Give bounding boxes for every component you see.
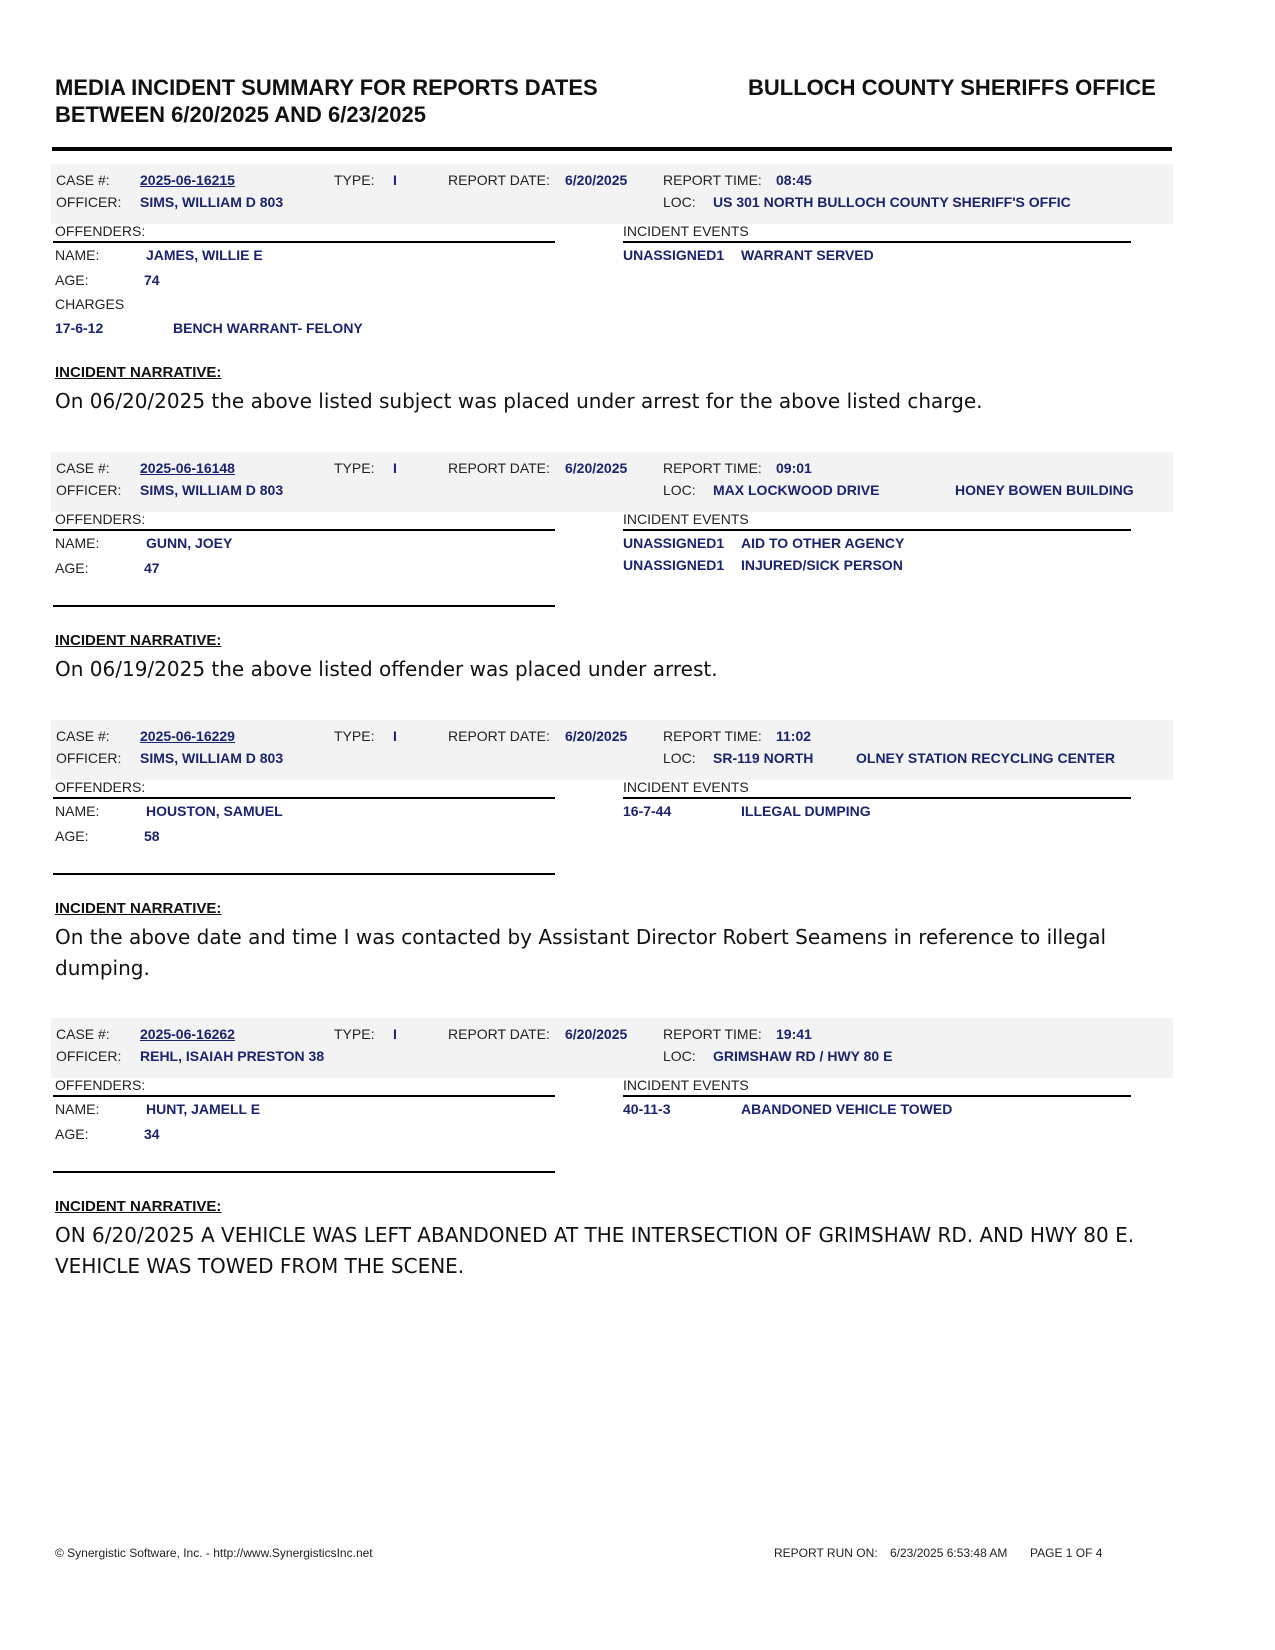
loc-value: SR-119 NORTH: [713, 750, 814, 766]
report-time-label: REPORT TIME:: [663, 1026, 762, 1042]
incident-block: [0, 164, 1275, 434]
narrative-text: On 06/19/2025 the above listed offender was placed under arrest.: [55, 657, 718, 681]
offender-name: HOUSTON, SAMUEL: [146, 803, 283, 819]
event-code: UNASSIGNED1: [623, 557, 725, 573]
loc-label: LOC:: [663, 750, 696, 766]
case-number-link[interactable]: 2025-06-16215: [140, 172, 235, 188]
event-description: AID TO OTHER AGENCY: [741, 535, 905, 551]
events-rule: [623, 529, 1131, 531]
offenders-end-rule: [53, 1171, 555, 1173]
report-date-value: 6/20/2025: [565, 1026, 628, 1042]
officer-label: OFFICER:: [56, 194, 122, 210]
narrative-heading: INCIDENT NARRATIVE:: [55, 632, 222, 649]
loc-label: LOC:: [663, 482, 696, 498]
case-number-link[interactable]: 2025-06-16262: [140, 1026, 235, 1042]
offender-name: GUNN, JOEY: [146, 535, 233, 551]
age-label: AGE:: [55, 272, 89, 288]
name-label: NAME:: [55, 803, 100, 819]
age-label: AGE:: [55, 828, 89, 844]
officer-label: OFFICER:: [56, 750, 122, 766]
officer-value: SIMS, WILLIAM D 803: [140, 750, 284, 766]
incident-events-label: INCIDENT EVENTS: [623, 779, 749, 795]
age-label: AGE:: [55, 1126, 89, 1142]
narrative-heading: INCIDENT NARRATIVE:: [55, 364, 222, 381]
officer-label: OFFICER:: [56, 1048, 122, 1064]
name-label: NAME:: [55, 535, 100, 551]
event-description: INJURED/SICK PERSON: [741, 557, 903, 573]
agency-name: BULLOCH COUNTY SHERIFFS OFFICE: [748, 75, 1156, 100]
offenders-label: OFFENDERS:: [55, 1077, 146, 1093]
event-code: 40-11-3: [623, 1101, 671, 1117]
report-time-label: REPORT TIME:: [663, 728, 762, 744]
offender-age: 58: [144, 828, 160, 844]
incident-block: [0, 720, 1275, 990]
incident-block: [0, 452, 1275, 722]
age-label: AGE:: [55, 560, 89, 576]
report-date-value: 6/20/2025: [565, 172, 628, 188]
type-value: I: [393, 460, 397, 476]
loc-secondary-value: HONEY BOWEN BUILDING: [955, 482, 1134, 498]
loc-value: US 301 NORTH BULLOCH COUNTY SHERIFF'S OFFIC: [713, 194, 1071, 210]
narrative-text: ON 6/20/2025 A VEHICLE WAS LEFT ABANDONED AT THE INTERSECTION OF GRIMSHAW RD. AND HWY 80 E. VEHICLE WAS TOWED FROM THE SCENE.: [55, 1223, 1135, 1278]
name-label: NAME:: [55, 1101, 100, 1117]
case-number-link[interactable]: 2025-06-16148: [140, 460, 235, 476]
loc-value: MAX LOCKWOOD DRIVE: [713, 482, 880, 498]
offender-age: 47: [144, 560, 160, 576]
page-number: PAGE 1 OF 4: [1030, 1546, 1103, 1560]
narrative-text: On the above date and time I was contacted by Assistant Director Robert Seamens in reference to illegal dumping.: [55, 925, 1107, 980]
charges-label: CHARGES: [55, 296, 125, 312]
report-date-label: REPORT DATE:: [448, 1026, 550, 1042]
report-time-value: 08:45: [776, 172, 812, 188]
report-title: MEDIA INCIDENT SUMMARY FOR REPORTS DATES BETWEEN 6/20/2025 AND 6/23/2025: [55, 75, 598, 127]
narrative-heading: INCIDENT NARRATIVE:: [55, 900, 222, 917]
type-label: TYPE:: [334, 460, 375, 476]
officer-value: SIMS, WILLIAM D 803: [140, 482, 284, 498]
case-number-link[interactable]: 2025-06-16229: [140, 728, 235, 744]
case-label: CASE #:: [56, 728, 110, 744]
officer-value: REHL, ISAIAH PRESTON 38: [140, 1048, 325, 1064]
offenders-rule: [53, 797, 555, 799]
report-time-label: REPORT TIME:: [663, 460, 762, 476]
offenders-rule: [53, 529, 555, 531]
offenders-rule: [53, 1095, 555, 1097]
offenders-rule: [53, 241, 555, 243]
event-code: UNASSIGNED1: [623, 535, 725, 551]
case-label: CASE #:: [56, 172, 110, 188]
incident-events-label: INCIDENT EVENTS: [623, 511, 749, 527]
events-rule: [623, 797, 1131, 799]
type-value: I: [393, 728, 397, 744]
type-label: TYPE:: [334, 1026, 375, 1042]
loc-value: GRIMSHAW RD / HWY 80 E: [713, 1048, 893, 1064]
narrative-heading: INCIDENT NARRATIVE:: [55, 1198, 222, 1215]
report-date-label: REPORT DATE:: [448, 172, 550, 188]
type-value: I: [393, 172, 397, 188]
copyright-link[interactable]: © Synergistic Software, Inc. - http://www.SynergisticsInc.net: [55, 1546, 373, 1560]
charge-description: BENCH WARRANT- FELONY: [173, 320, 363, 336]
offender-age: 74: [144, 272, 160, 288]
report-run-label: REPORT RUN ON:: [774, 1546, 878, 1560]
incident-block: [0, 1018, 1275, 1288]
offenders-label: OFFENDERS:: [55, 223, 146, 239]
loc-secondary-value: OLNEY STATION RECYCLING CENTER: [856, 750, 1116, 766]
report-date-label: REPORT DATE:: [448, 728, 550, 744]
loc-label: LOC:: [663, 194, 696, 210]
narrative-text: On 06/20/2025 the above listed subject was placed under arrest for the above listed charge.: [55, 389, 983, 413]
type-label: TYPE:: [334, 172, 375, 188]
event-code: 16-7-44: [623, 803, 672, 819]
offenders-end-rule: [53, 605, 555, 607]
report-time-value: 11:02: [776, 728, 812, 744]
case-label: CASE #:: [56, 460, 110, 476]
offenders-label: OFFENDERS:: [55, 511, 146, 527]
report-time-value: 09:01: [776, 460, 812, 476]
type-value: I: [393, 1026, 397, 1042]
incident-events-label: INCIDENT EVENTS: [623, 1077, 749, 1093]
offender-age: 34: [144, 1126, 160, 1142]
offenders-end-rule: [53, 873, 555, 875]
officer-label: OFFICER:: [56, 482, 122, 498]
event-code: UNASSIGNED1: [623, 247, 725, 263]
name-label: NAME:: [55, 247, 100, 263]
type-label: TYPE:: [334, 728, 375, 744]
report-time-label: REPORT TIME:: [663, 172, 762, 188]
offender-name: JAMES, WILLIE E: [146, 247, 263, 263]
events-rule: [623, 241, 1131, 243]
incident-events-label: INCIDENT EVENTS: [623, 223, 749, 239]
case-label: CASE #:: [56, 1026, 110, 1042]
event-description: ABANDONED VEHICLE TOWED: [741, 1101, 953, 1117]
events-rule: [623, 1095, 1131, 1097]
report-date-value: 6/20/2025: [565, 460, 628, 476]
header-rule: [52, 147, 1172, 151]
event-description: ILLEGAL DUMPING: [741, 803, 871, 819]
report-date-label: REPORT DATE:: [448, 460, 550, 476]
offender-name: HUNT, JAMELL E: [146, 1101, 261, 1117]
loc-label: LOC:: [663, 1048, 696, 1064]
report-time-value: 19:41: [776, 1026, 812, 1042]
officer-value: SIMS, WILLIAM D 803: [140, 194, 284, 210]
charge-code: 17-6-12: [55, 320, 104, 336]
offenders-label: OFFENDERS:: [55, 779, 146, 795]
report-run-value: 6/23/2025 6:53:48 AM: [890, 1546, 1008, 1560]
report-date-value: 6/20/2025: [565, 728, 628, 744]
event-description: WARRANT SERVED: [741, 247, 874, 263]
